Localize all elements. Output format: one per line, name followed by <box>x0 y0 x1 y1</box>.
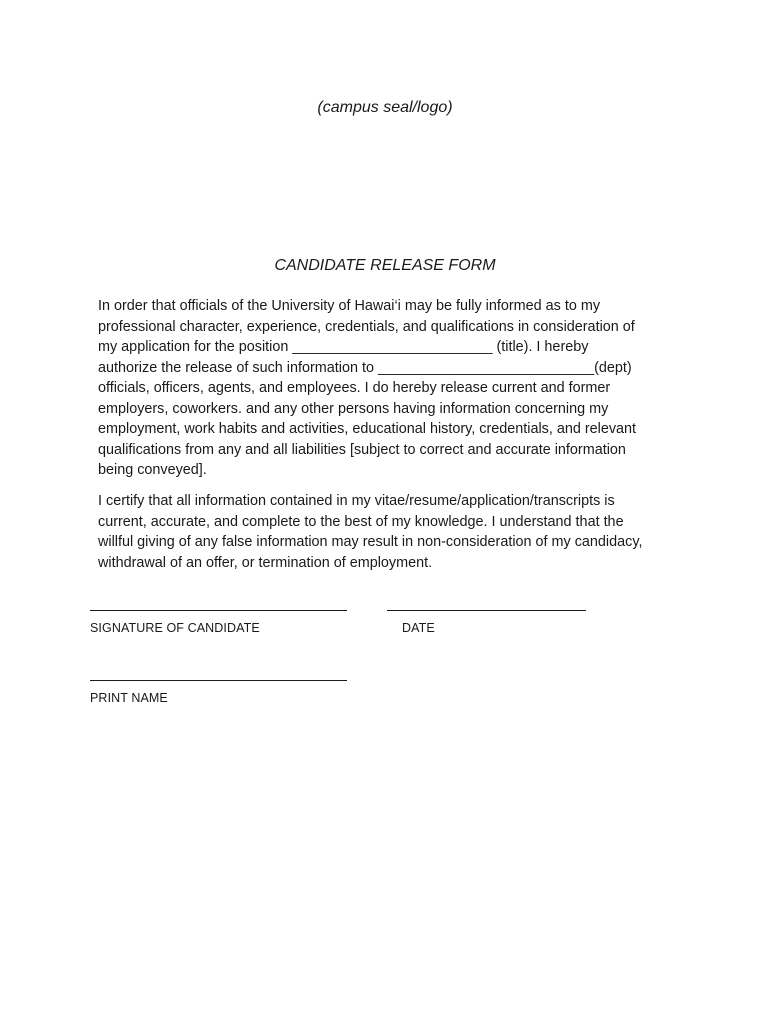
paragraph-line: officials, officers, agents, and employees. I do hereby release current and former <box>98 380 611 396</box>
paragraph-line: I certify that all information contained in my vitae/resume/application/transcripts is <box>98 493 615 509</box>
paragraph-line: my application for the position _________________________ (title). I hereby <box>98 339 589 355</box>
paragraph-line: employment, work habits and activities, educational history, credentials, and relevant <box>98 421 637 437</box>
paragraph-line: being conveyed]. <box>98 462 207 478</box>
signature-label: SIGNATURE OF CANDIDATE <box>90 621 260 635</box>
paragraph-line: authorize the release of such information to ___________________________(dept) <box>98 359 632 376</box>
paragraph-line: qualifications from any and all liabilities [subject to correct and accurate information <box>98 441 626 458</box>
paragraph-line: withdrawal of an offer, or termination of employment. <box>98 554 433 571</box>
release-paragraph <box>98 296 636 481</box>
date-line[interactable] <box>387 610 586 611</box>
paragraph-line: current, accurate, and complete to the best of my knowledge. I understand that the <box>98 513 624 530</box>
form-title: CANDIDATE RELEASE FORM <box>274 257 496 274</box>
campus-seal-placeholder: (campus seal/logo) <box>317 99 453 116</box>
date-label: DATE <box>402 621 435 635</box>
paragraph-line: In order that officials of the University of Hawai‘i may be fully informed as to my <box>98 298 601 314</box>
certification-paragraph <box>98 491 642 573</box>
paragraph-line: professional character, experience, credentials, and qualifications in consideration of <box>98 318 635 335</box>
print-name-label: PRINT NAME <box>90 691 168 705</box>
paragraph-line: willful giving of any false information may result in non-consideration of my candidacy, <box>98 534 643 550</box>
paragraph-line: employers, coworkers. and any other persons having information concerning my <box>98 400 609 417</box>
print-name-line[interactable] <box>90 680 347 681</box>
signature-line[interactable] <box>90 610 347 611</box>
